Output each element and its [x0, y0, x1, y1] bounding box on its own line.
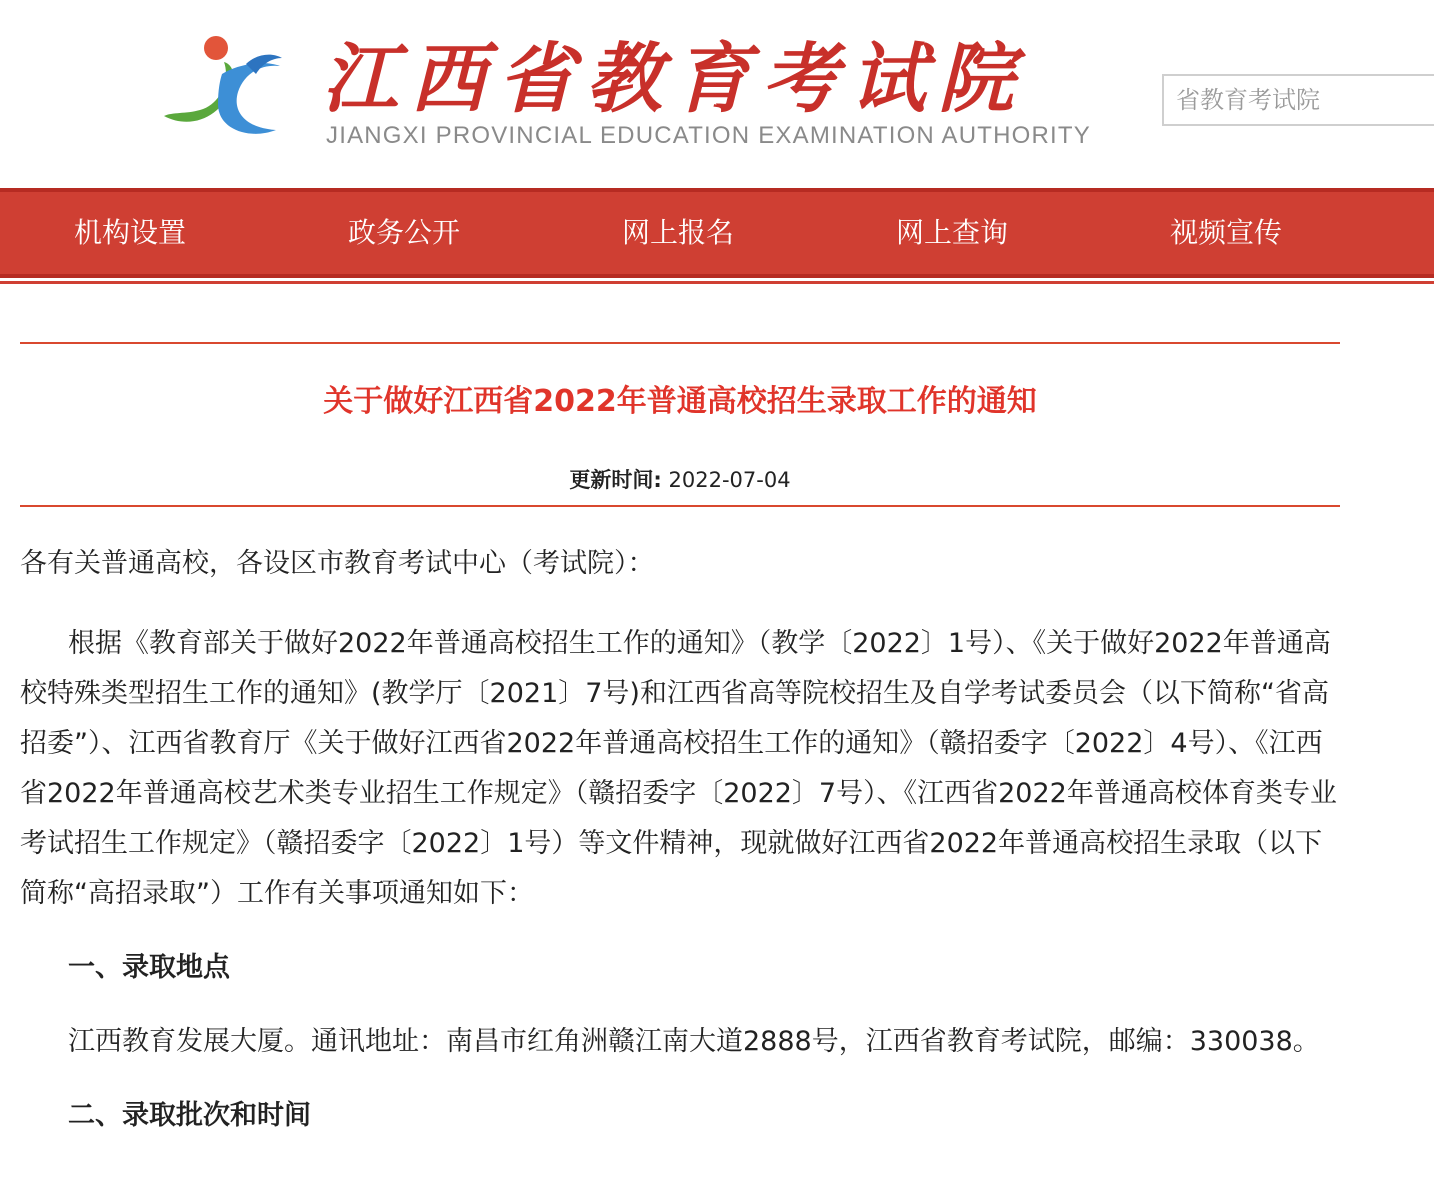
- paragraph: 江西教育发展大厦。通讯地址：南昌市红角洲赣江南大道2888号，江西省教育考试院，邮编：330038。: [68, 1026, 1320, 1057]
- update-time-label: 更新时间:: [569, 468, 662, 492]
- nav-item-video[interactable]: 视频宣传: [1170, 216, 1283, 249]
- nav-item-organization[interactable]: 机构设置: [74, 216, 187, 249]
- search-box[interactable]: [1162, 74, 1434, 126]
- section-heading: 一、录取地点: [68, 952, 230, 983]
- article-title: 关于做好江西省2022年普通高校招生录取工作的通知: [323, 384, 1037, 419]
- article: [20, 342, 1340, 1141]
- update-time-value: 2022-07-04: [668, 468, 791, 492]
- article-meta: [20, 466, 1340, 494]
- logo-english-name: JIANGXI PROVINCIAL EDUCATION EXAMINATION AUTHORITY: [326, 122, 1091, 149]
- section-heading: 二、录取批次和时间: [68, 1100, 311, 1131]
- top-divider: [20, 342, 1340, 344]
- paragraph: 根据《教育部关于做好2022年普通高校招生工作的通知》（教学〔2022〕1号）、《关于做好2022年普通高校特殊类型招生工作的通知》(教学厅〔2021〕7号)和江西省高等院校招生及自学考试委员会（以下简称“省高招委”）、江西省教育厅《关于做好江西省2022年普通高校招生工作的通知》（赣招委字〔2022〕4号）、《江西省2022年普通高校艺术类专业招生工作规定》（赣招委字〔2022〕7号）、《江西省2022年普通高校体育类专业考试招生工作规定》（赣招委字〔2022〕1号）等文件精神，现就做好江西省2022年普通高校招生录取（以下简称“高招录取”）工作有关事项通知如下：: [20, 628, 1337, 909]
- nav-item-online-registration[interactable]: 网上报名: [622, 216, 735, 249]
- nav-item-online-query[interactable]: 网上查询: [896, 216, 1009, 249]
- main-nav: [0, 188, 1434, 278]
- logo-chinese-name: 江西省教育考试院: [322, 34, 1026, 123]
- nav-underline-divider: [0, 281, 1434, 284]
- meta-divider: [20, 505, 1340, 507]
- site-header: [0, 0, 1434, 188]
- search-input[interactable]: [1164, 76, 1434, 124]
- salutation: 各有关普通高校，各设区市教育考试中心（考试院）：: [20, 548, 655, 579]
- nav-item-government-affairs[interactable]: 政务公开: [348, 216, 461, 249]
- jxeea-logo-icon[interactable]: [160, 34, 284, 144]
